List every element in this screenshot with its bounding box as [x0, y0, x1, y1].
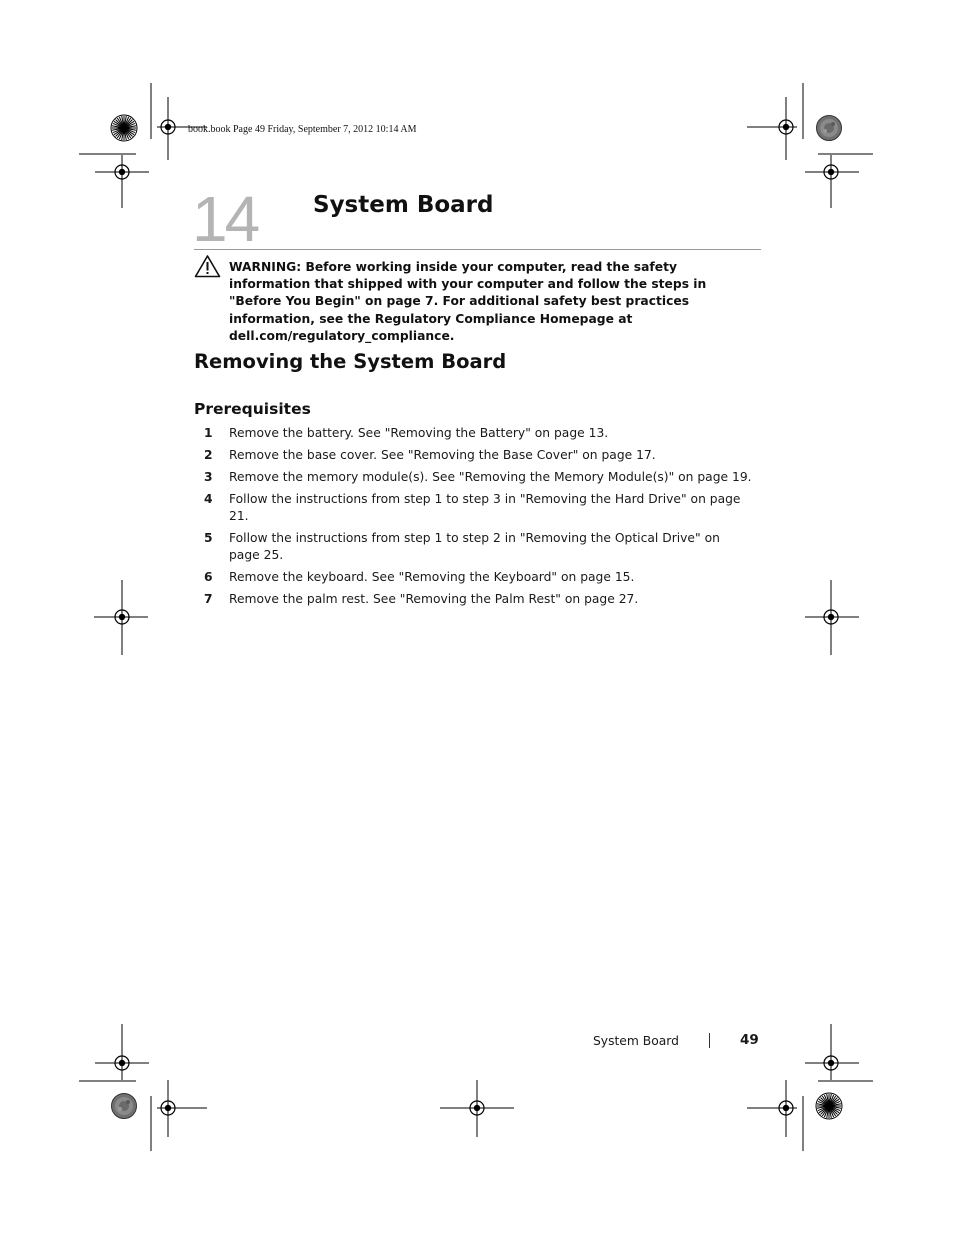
step-text: Remove the keyboard. See "Removing the Keyboard" on page 15. [229, 570, 635, 585]
chapter-divider [194, 249, 761, 250]
step-item [194, 569, 754, 586]
chapter-title: System Board [313, 192, 494, 218]
step-text: Follow the instructions from step 1 to step 2 in "Removing the Optical Drive" on page 25. [229, 531, 720, 563]
step-text: Remove the memory module(s). See "Removing the Memory Module(s)" on page 19. [229, 470, 752, 484]
subsection-title: Prerequisites [194, 400, 311, 418]
step-number: 1 [204, 426, 213, 440]
step-item [194, 469, 754, 486]
step-text: Remove the base cover. See "Removing the Base Cover" on page 17. [229, 448, 656, 462]
step-item [194, 447, 754, 464]
step-number: 4 [204, 492, 213, 506]
step-text: Remove the palm rest. See "Removing the Palm Rest" on page 27. [229, 592, 639, 607]
chapter-number: 14 [192, 183, 258, 255]
page-number: 49 [740, 1032, 759, 1048]
step-number: 6 [204, 570, 213, 585]
prerequisite-steps [194, 425, 754, 613]
section-title: Removing the System Board [194, 350, 507, 373]
step-item [194, 491, 754, 525]
footer-chapter-title: System Board [593, 1034, 679, 1048]
step-text: Remove the battery. See "Removing the Battery" on page 13. [229, 426, 609, 440]
step-item [194, 425, 754, 442]
print-header: book.book Page 49 Friday, September 7, 2012 10:14 AM [188, 124, 417, 135]
warning-triangle-icon [194, 254, 221, 278]
step-number: 5 [204, 531, 213, 546]
step-item [194, 530, 754, 564]
step-number: 2 [204, 448, 213, 462]
warning-text: WARNING: Before working inside your computer, read the safety information that shipped with your computer and follow the steps in "Before You Begin" on page 7. For additional safety best practices information, see the Regulatory Compliance Homepage at dell.com/regulatory_compliance. [229, 260, 707, 343]
footer-divider [709, 1033, 710, 1048]
step-text: Follow the instructions from step 1 to step 3 in "Removing the Hard Drive" on page 21. [229, 492, 741, 524]
step-number: 7 [204, 592, 213, 607]
step-item [194, 591, 754, 608]
step-number: 3 [204, 470, 213, 484]
